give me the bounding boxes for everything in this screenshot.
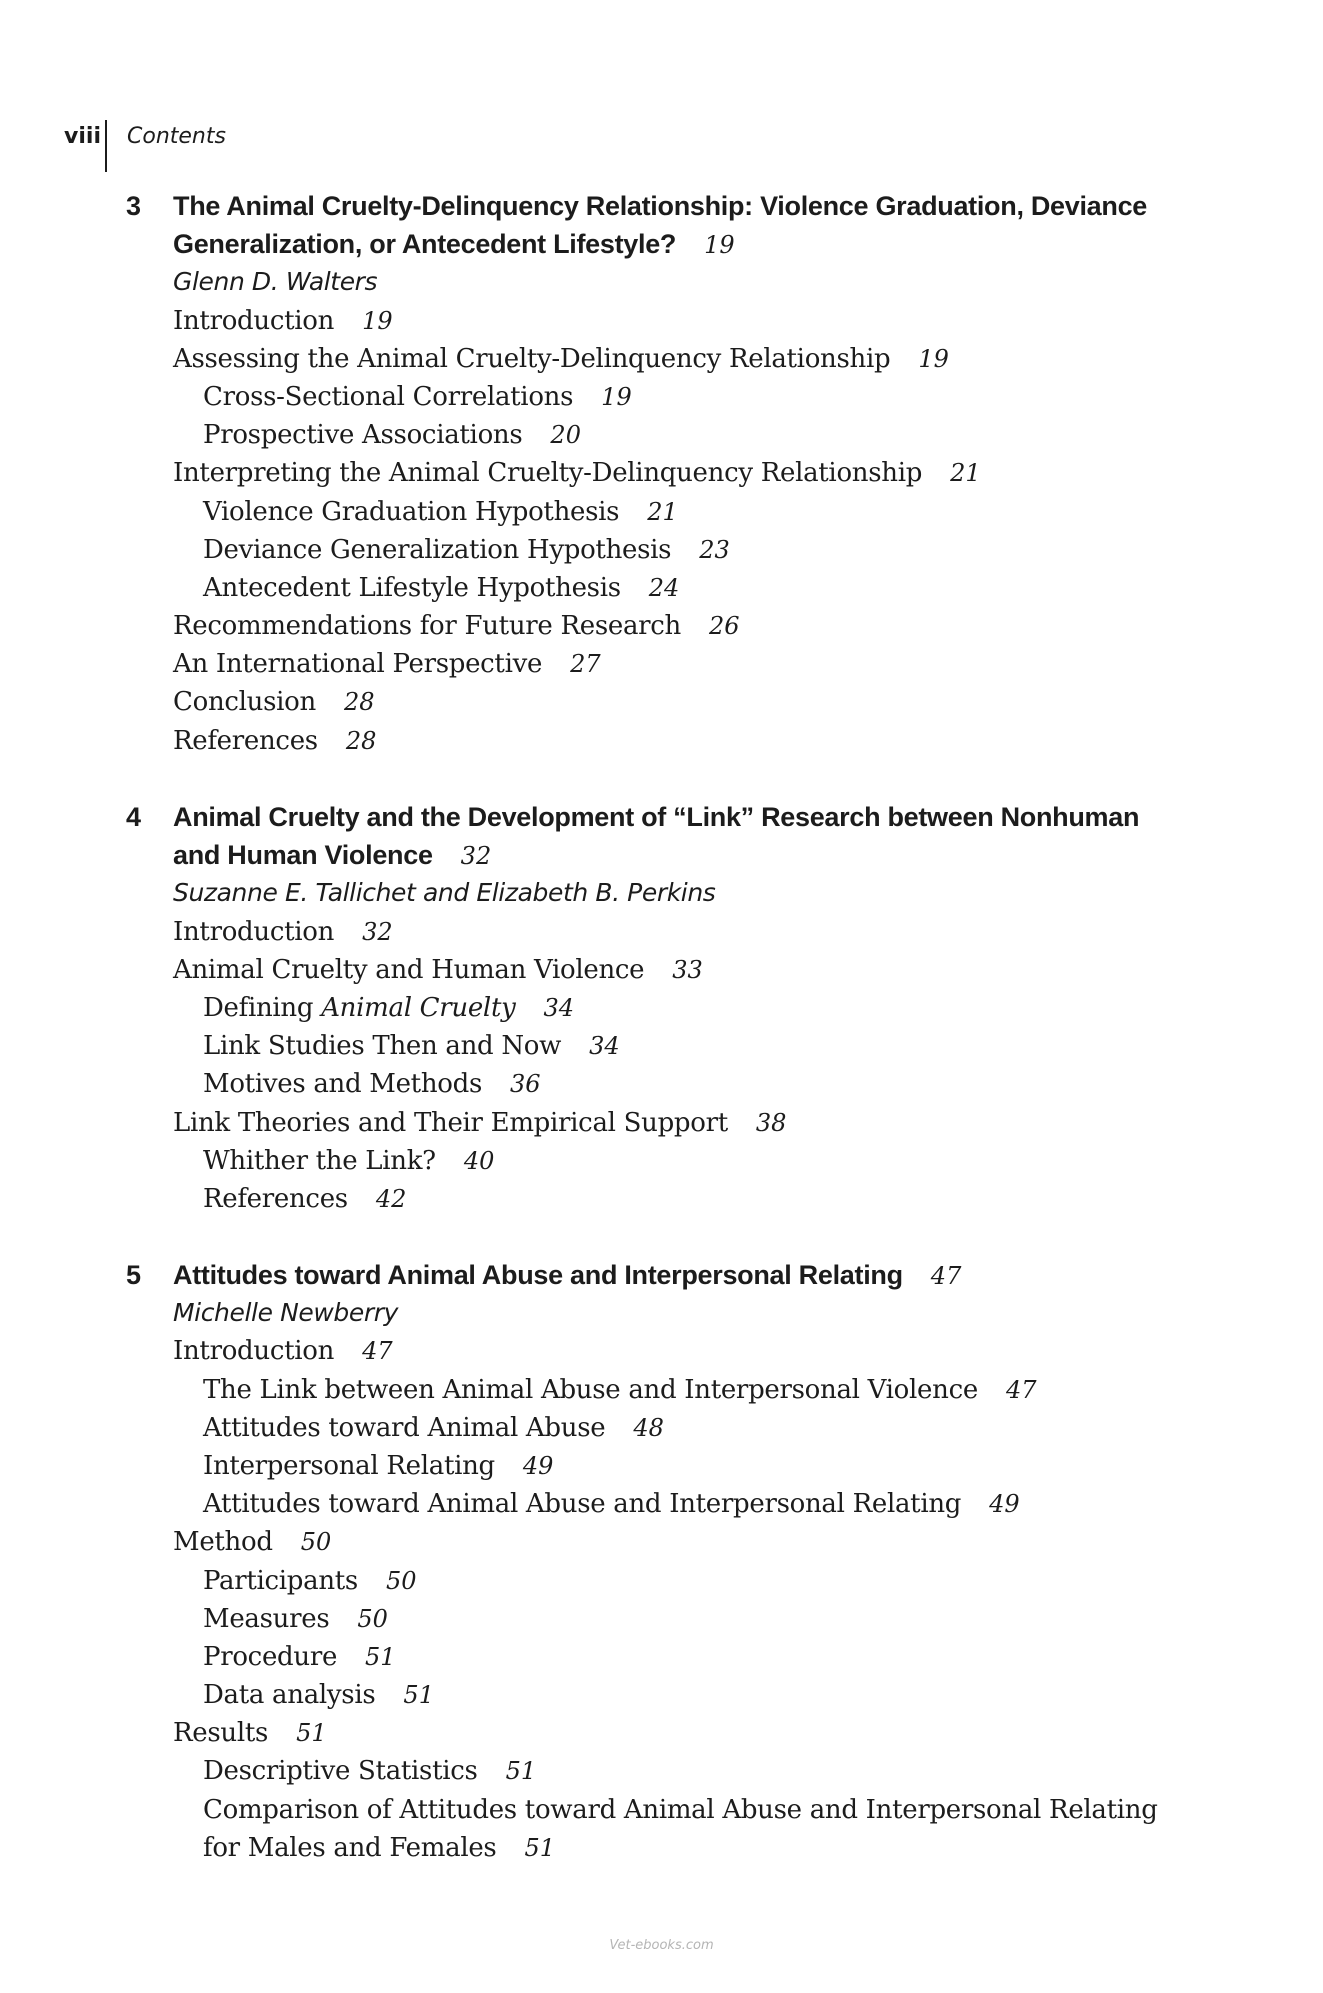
toc-entry: Assessing the Animal Cruelty-Delinquency Relationship 19 [173, 343, 949, 374]
page-ref: 49 [522, 1451, 554, 1480]
page-ref: 47 [1005, 1375, 1037, 1404]
page-ref: 49 [989, 1490, 1020, 1519]
toc-entry: An International Perspective 27 [173, 649, 601, 680]
page-number: viii [64, 124, 101, 149]
toc-entry: References 28 [173, 725, 377, 756]
toc-entry: Method 50 [173, 1527, 332, 1558]
toc-subentry: Comparison of Attitudes toward Animal Abuse and Interpersonal Relating [203, 1794, 1158, 1825]
page-ref: 24 [648, 573, 680, 602]
toc-entry: Interpreting the Animal Cruelty-Delinquency Relationship 21 [173, 458, 981, 489]
toc-subentry: Defining Animal Cruelty 34 [203, 992, 575, 1023]
toc-subentry: Participants 50 [203, 1565, 417, 1596]
chapter-author: Suzanne E. Tallichet and Elizabeth B. Perkins [173, 878, 716, 908]
page-ref: 32 [460, 842, 492, 871]
page-ref: 50 [385, 1566, 417, 1595]
toc-subentry: Cross-Sectional Correlations 19 [203, 381, 632, 412]
chapter-number: 3 [126, 191, 142, 221]
page-ref: 36 [510, 1070, 541, 1099]
page-ref: 51 [403, 1681, 434, 1710]
page-ref: 48 [633, 1413, 664, 1442]
page-ref: 19 [918, 344, 949, 373]
toc-subentry: Interpersonal Relating 49 [203, 1450, 554, 1481]
page-ref: 32 [362, 917, 393, 946]
page-ref: 51 [524, 1833, 556, 1862]
toc-entry: Recommendations for Future Research 26 [173, 611, 740, 642]
page-ref: 50 [357, 1604, 388, 1633]
chapter-author: Michelle Newberry [173, 1298, 399, 1328]
chapter-body [173, 187, 1173, 760]
page-ref: 21 [647, 497, 678, 526]
page-ref: 23 [699, 535, 730, 564]
page-ref: 40 [463, 1146, 495, 1175]
page-ref: 19 [362, 306, 393, 335]
page-ref: 28 [343, 688, 375, 717]
toc-subentry: Procedure 51 [203, 1641, 396, 1672]
page-ref: 51 [505, 1757, 537, 1786]
chapter-author: Glenn D. Walters [173, 267, 378, 297]
chapter-number: 5 [126, 1260, 142, 1290]
watermark: Vet-ebooks.com [609, 1938, 714, 1953]
toc-subentry: References 42 [203, 1183, 407, 1214]
toc-entry: Introduction 19 [173, 305, 393, 336]
toc-entry: Introduction 32 [173, 916, 393, 947]
toc-subentry: The Link between Animal Abuse and Interpersonal Violence 47 [203, 1374, 1037, 1405]
chapter-title: Animal Cruelty and the Development of “Link” Research between Nonhuman [173, 802, 1140, 832]
chapter-body [173, 1256, 1173, 1867]
page-ref: 28 [345, 726, 377, 755]
chapter-title: Attitudes toward Animal Abuse and Interpersonal Relating 47 [173, 1260, 962, 1290]
toc-subentry: Deviance Generalization Hypothesis 23 [203, 534, 730, 565]
toc-subentry: Attitudes toward Animal Abuse and Interpersonal Relating 49 [203, 1489, 1020, 1520]
page-ref: 19 [601, 382, 632, 411]
page-ref: 42 [375, 1184, 407, 1213]
toc-subentry: Data analysis 51 [203, 1680, 434, 1711]
toc-entry: Results 51 [173, 1718, 327, 1749]
toc-subentry: Whither the Link? 40 [203, 1145, 495, 1176]
page-ref: 21 [950, 459, 981, 488]
page-ref: 27 [570, 650, 601, 679]
toc-subentry: Measures 50 [203, 1603, 388, 1634]
page-ref: 47 [362, 1337, 393, 1366]
toc-subentry: Link Studies Then and Now 34 [203, 1031, 620, 1062]
toc-subentry-continuation: for Males and Females 51 [203, 1832, 556, 1863]
page-ref: 38 [755, 1108, 787, 1137]
chapter-title: and Human Violence 32 [173, 840, 492, 871]
page-ref: 50 [300, 1528, 332, 1557]
toc-entry: Introduction 47 [173, 1336, 393, 1367]
toc-subentry: Attitudes toward Animal Abuse 48 [203, 1412, 664, 1443]
running-title: Contents [127, 124, 226, 149]
chapter-body [173, 798, 1173, 1218]
page-ref: 33 [672, 955, 703, 984]
toc-entry: Animal Cruelty and Human Violence 33 [173, 954, 703, 985]
page-ref: 34 [589, 1032, 620, 1061]
toc-subentry: Violence Graduation Hypothesis 21 [203, 496, 678, 527]
toc-subentry: Descriptive Statistics 51 [203, 1756, 537, 1787]
chapter-title: The Animal Cruelty-Delinquency Relationship: Violence Graduation, Deviance [173, 191, 1148, 221]
toc-entry: Link Theories and Their Empirical Support 38 [173, 1107, 787, 1138]
toc-subentry: Prospective Associations 20 [203, 420, 581, 451]
page-ref: 51 [365, 1642, 396, 1671]
page-ref: 26 [709, 612, 740, 641]
toc-entry: Conclusion 28 [173, 687, 375, 718]
header-divider [105, 120, 107, 172]
page-ref: 34 [543, 993, 575, 1022]
chapter-number: 4 [126, 802, 142, 832]
toc-subentry: Antecedent Lifestyle Hypothesis 24 [203, 572, 680, 603]
page-ref: 47 [930, 1262, 962, 1290]
chapter-title: Generalization, or Antecedent Lifestyle? 19 [173, 229, 735, 260]
page-ref: 51 [296, 1719, 327, 1748]
page-ref: 19 [704, 231, 735, 260]
page-ref: 20 [550, 421, 581, 450]
toc-subentry: Motives and Methods 36 [203, 1069, 541, 1100]
